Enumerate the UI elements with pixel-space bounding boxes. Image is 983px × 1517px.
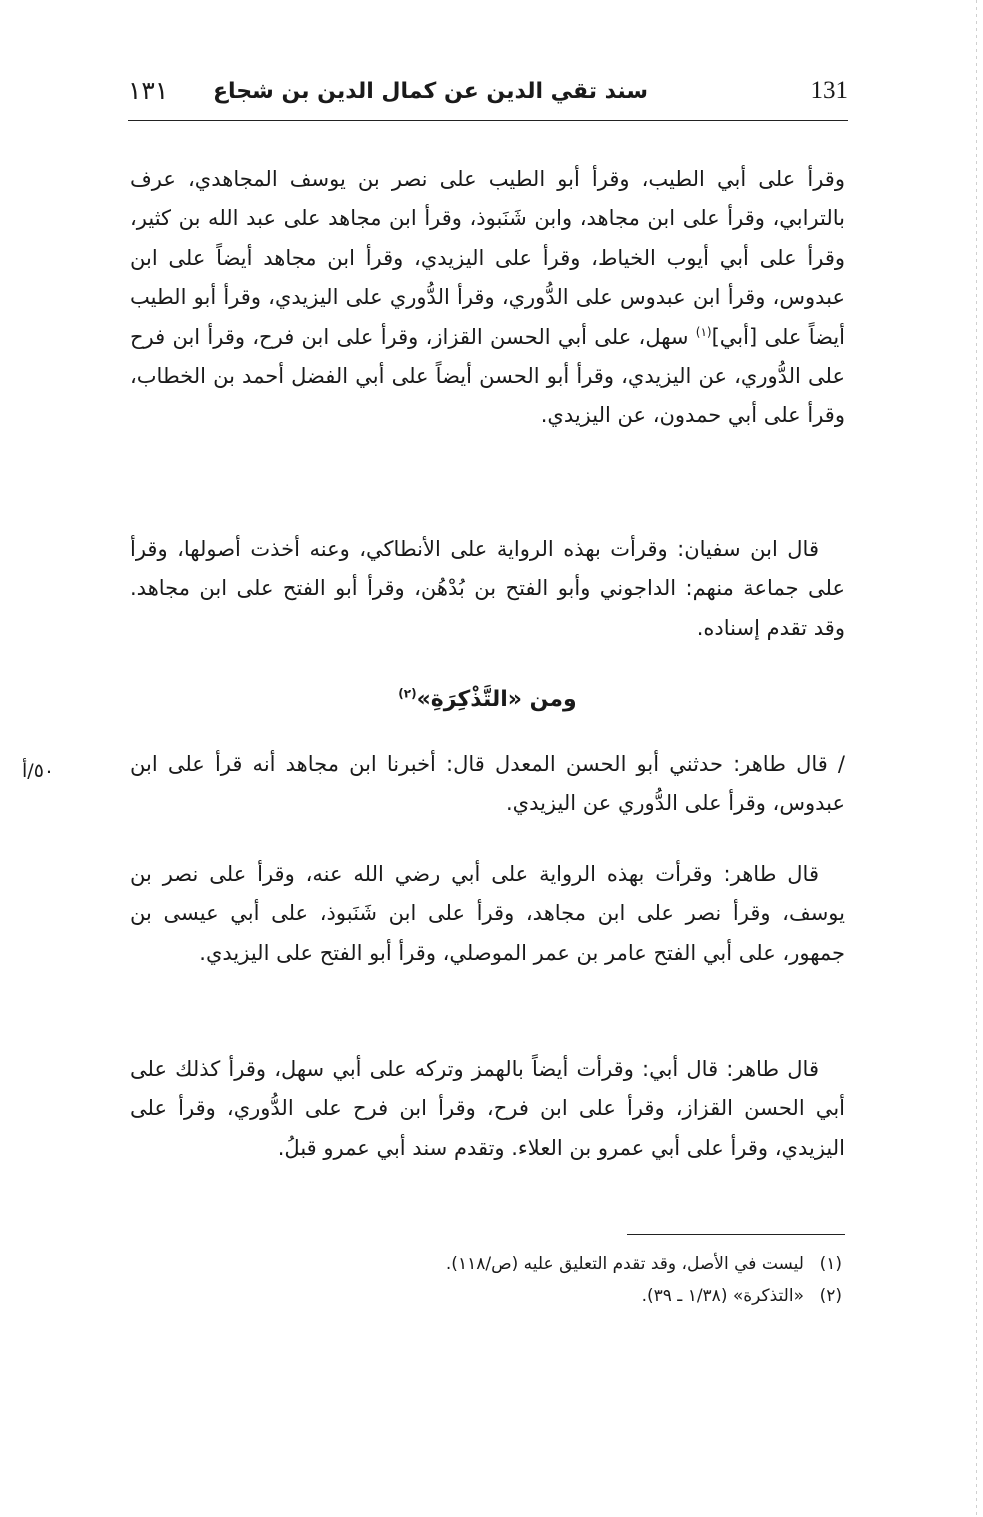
page-number-arabic: ١٣١: [128, 76, 169, 105]
running-title: سند تقي الدين عن كمال الدين بن شجاع: [213, 79, 648, 104]
paragraph-2-text: قال ابن سفيان: وقرأت بهذه الرواية على الأنطاكي، وعنه أخذت أصولها، وقرأ على جماعة منهم: الداجوني وأبو الفتح بن بُدْهُن، وقرأ أبو الفتح على ابن مجاهد. وقد تقدم إسناده.: [130, 537, 845, 640]
page-header: [128, 70, 848, 120]
paragraph-2: [130, 530, 845, 648]
scan-edge-line: [976, 0, 977, 1517]
section-heading-text: ومن «التَّذْكِرَةِ»: [416, 687, 577, 712]
section-heading: [130, 683, 845, 717]
paragraph-4-text: قال طاهر: وقرأت بهذه الرواية على أبي رضي الله عنه، وقرأ على نصر بن يوسف، وقرأ نصر على ابن مجاهد، وقرأ على ابن شَنَبوذ، على أبي عيسى بن جمهور، على أبي الفتح عامر بن عمر الموصلي، وقرأ أبو الفتح على اليزيدي.: [130, 862, 845, 965]
header-rule: [128, 120, 848, 121]
paragraph-4: [130, 855, 845, 973]
footnote-ref-2: (٢): [398, 686, 417, 701]
footnote-rule: [627, 1234, 845, 1235]
paragraph-3: [130, 745, 845, 824]
footnote-1-number: (١): [819, 1254, 842, 1274]
footnote-2-number: (٢): [819, 1286, 842, 1306]
footnote-ref-1: (١): [695, 324, 712, 339]
paragraph-1-text: وقرأ على أبي الطيب، وقرأ أبو الطيب على نصر بن يوسف المجاهدي، عرف بالترابي، وقرأ على ابن مجاهد، وابن شَنَبوذ، وقرأ ابن مجاهد على عبد الله بن كثير، وقرأ على أبي أيوب الخياط، وقرأ على اليزيدي، وقرأ ابن مجاهد أيضاً على ابن عبدوس، وقرأ ابن عبدوس على الدُّوري، وقرأ الدُّوري على اليزيدي، وقرأ أبو الطيب أيضاً على [أبي]: [130, 167, 845, 349]
paragraph-3-text: / قال طاهر: حدثني أبو الحسن المعدل قال: أخبرنا ابن مجاهد أنه قرأ على ابن عبدوس، وقرأ على الدُّوري عن اليزيدي.: [130, 752, 845, 816]
footnote-1-text: ليست في الأصل، وقد تقدم التعليق عليه (ص/١١٨).: [445, 1254, 804, 1274]
footnotes: [130, 1248, 842, 1312]
footnote-1: [130, 1248, 842, 1280]
paragraph-5: [130, 1050, 845, 1168]
paragraph-5-text: قال طاهر: قال أبي: وقرأت أيضاً بالهمز وتركه على أبي سهل، وقرأ كذلك على أبي الحسن القزاز، وقرأ على ابن فرح، وقرأ ابن فرح على الدُّوري، وقرأ على اليزيدي، وقرأ على أبي عمرو بن العلاء. وتقدم سند أبي عمرو قبلُ.: [130, 1057, 845, 1160]
footnote-2: [130, 1280, 842, 1312]
manuscript-folio-note: ٥٠/أ: [22, 760, 55, 782]
page-number-latin: 131: [810, 77, 848, 104]
paragraph-1-continuation: سهل، على أبي الحسن القزاز، وقرأ على ابن فرح، وقرأ ابن فرح على الدُّوري، عن اليزيدي، وقرأ أبو الحسن أيضاً على أبي الفضل أحمد بن الخطاب، وقرأ على أبي حمدون، عن اليزيدي.: [130, 324, 845, 428]
footnote-2-text: «التذكرة» (١/٣٨ ـ ٣٩).: [641, 1286, 804, 1306]
paragraph-1: [130, 160, 845, 436]
